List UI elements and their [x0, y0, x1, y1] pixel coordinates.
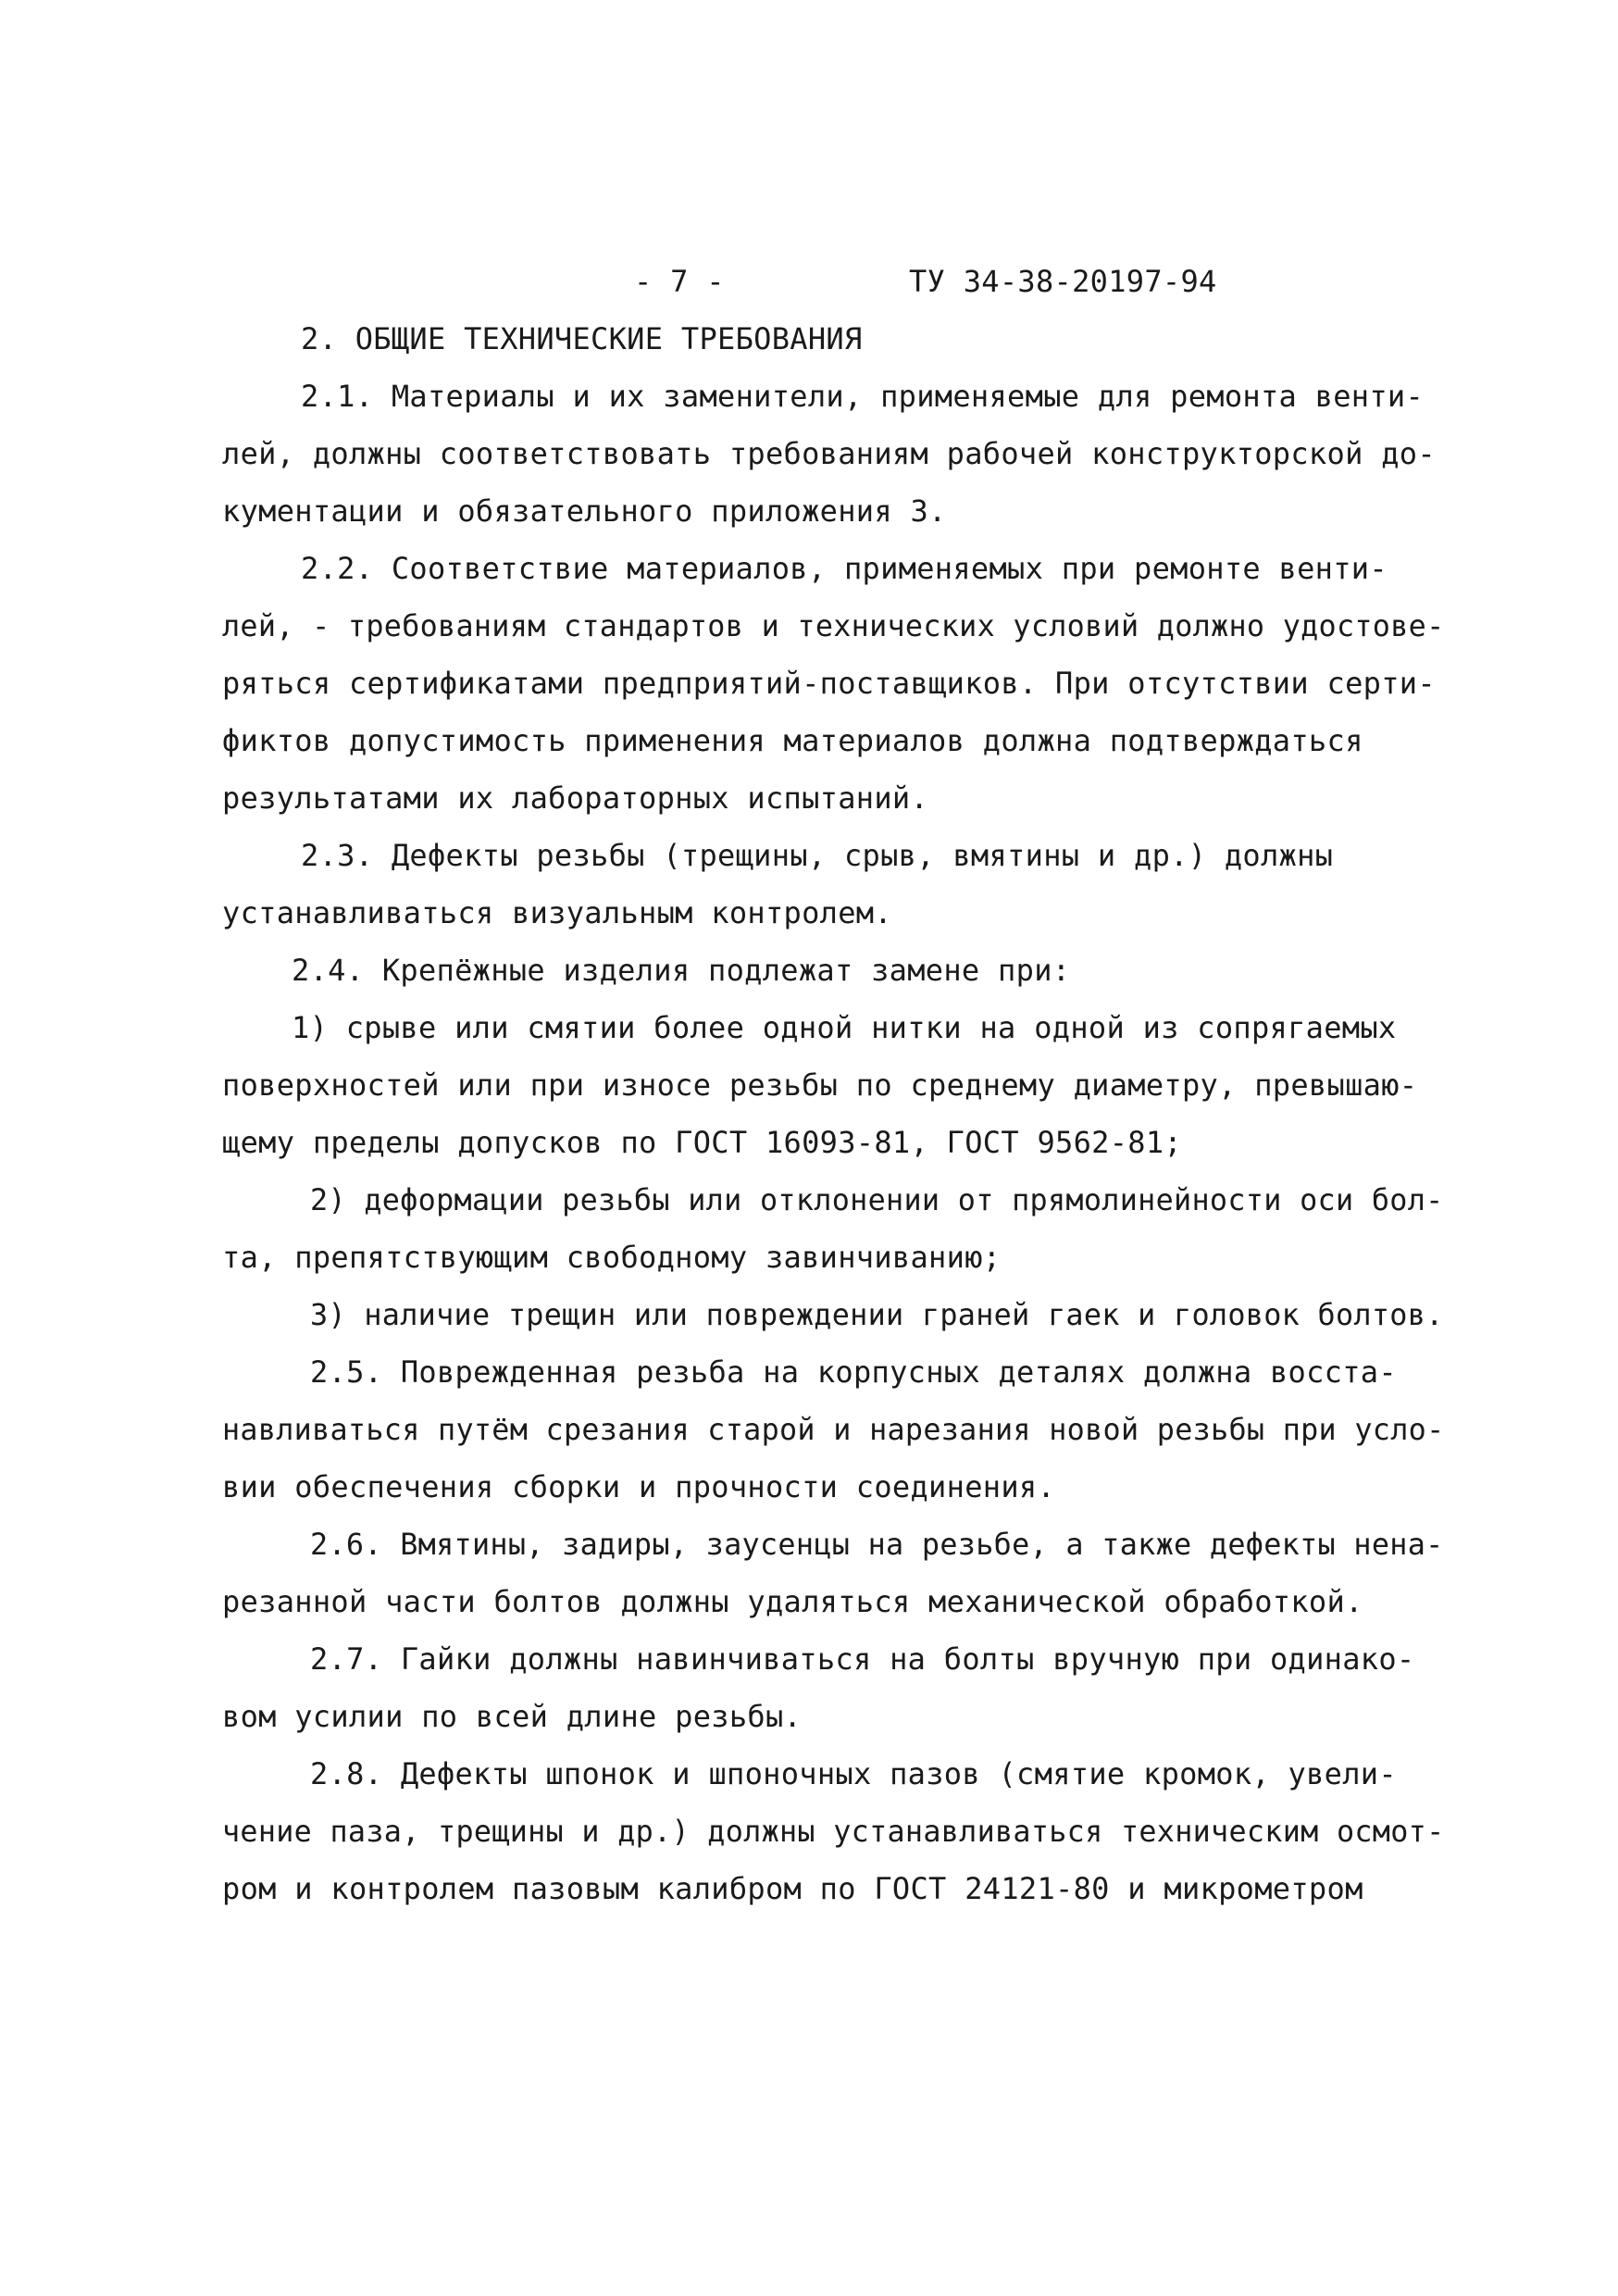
list-item: 3) наличие трещин или повреждении граней гаек и головок болтов.: [310, 1297, 1444, 1332]
paragraph-line: 2.6. Вмятины, задиры, заусенцы на резьбе, а также дефекты нена-: [310, 1527, 1444, 1562]
paragraph-line: 2.1. Материалы и их заменители, применяемые для ремонта венти-: [301, 379, 1425, 414]
paragraph-line: навливаться путём срезания старой и нарезания новой резьбы при усло-: [222, 1412, 1445, 1447]
paragraph-line: 2.8. Дефекты шпонок и шпоночных пазов (смятие кромок, увели-: [310, 1756, 1397, 1791]
paragraph-line: 2.3. Дефекты резьбы (трещины, срыв, вмятины и др.) должны: [301, 838, 1334, 873]
paragraph-line: ром и контролем пазовым калибром по ГОСТ 24121-80 и микрометром: [222, 1871, 1363, 1906]
list-item: 1) срыве или смятии более одной нитки на одной из сопрягаемых: [292, 1010, 1397, 1045]
paragraph-line: та, препятствующим свободному завинчиванию;: [222, 1240, 1002, 1275]
paragraph-line: чение паза, трещины и др.) должны устанавливаться техническим осмот-: [222, 1814, 1445, 1849]
page-number: - 7 -: [634, 264, 725, 299]
document-code: ТУ 34-38-20197-94: [909, 264, 1217, 299]
paragraph-line: 2.5. Поврежденная резьба на корпусных деталях должна восста-: [310, 1354, 1397, 1390]
paragraph-line: вом усилии по всей длине резьбы.: [222, 1699, 803, 1734]
list-item: 2) деформации резьбы или отклонении от прямолинейности оси бол-: [310, 1182, 1444, 1217]
paragraph-line: лей, должны соответствовать требованиям рабочей конструкторской до-: [222, 436, 1436, 471]
paragraph-line: резанной части болтов должны удаляться механической обработкой.: [222, 1584, 1363, 1619]
paragraph-line: фиктов допустимость применения материалов должна подтверждаться: [222, 723, 1363, 758]
paragraph-line: вии обеспечения сборки и прочности соединения.: [222, 1469, 1056, 1504]
paragraph-line: устанавливаться визуальным контролем.: [222, 895, 892, 930]
paragraph-line: 2.4. Крепёжные изделия подлежат замене при:: [292, 953, 1071, 988]
section-heading: 2. ОБЩИЕ ТЕХНИЧЕСКИЕ ТРЕБОВАНИЯ: [301, 321, 863, 356]
paragraph-line: 2.7. Гайки должны навинчиваться на болты вручную при одинако-: [310, 1641, 1415, 1677]
paragraph-line: ряться сертификатами предприятий-поставщиков. При отсутствии серти-: [222, 666, 1436, 701]
paragraph-line: лей, - требованиям стандартов и технических условий должно удостове-: [222, 608, 1445, 643]
paragraph-line: результатами их лабораторных испытаний.: [222, 780, 929, 816]
paragraph-line: кументации и обязательного приложения 3.: [222, 493, 947, 529]
paragraph-line: 2.2. Соответствие материалов, применяемых при ремонте венти-: [301, 551, 1388, 586]
paragraph-line: поверхностей или при износе резьбы по среднему диаметру, превышаю-: [222, 1067, 1418, 1103]
paragraph-line: щему пределы допусков по ГОСТ 16093-81, ГОСТ 9562-81;: [222, 1125, 1182, 1160]
